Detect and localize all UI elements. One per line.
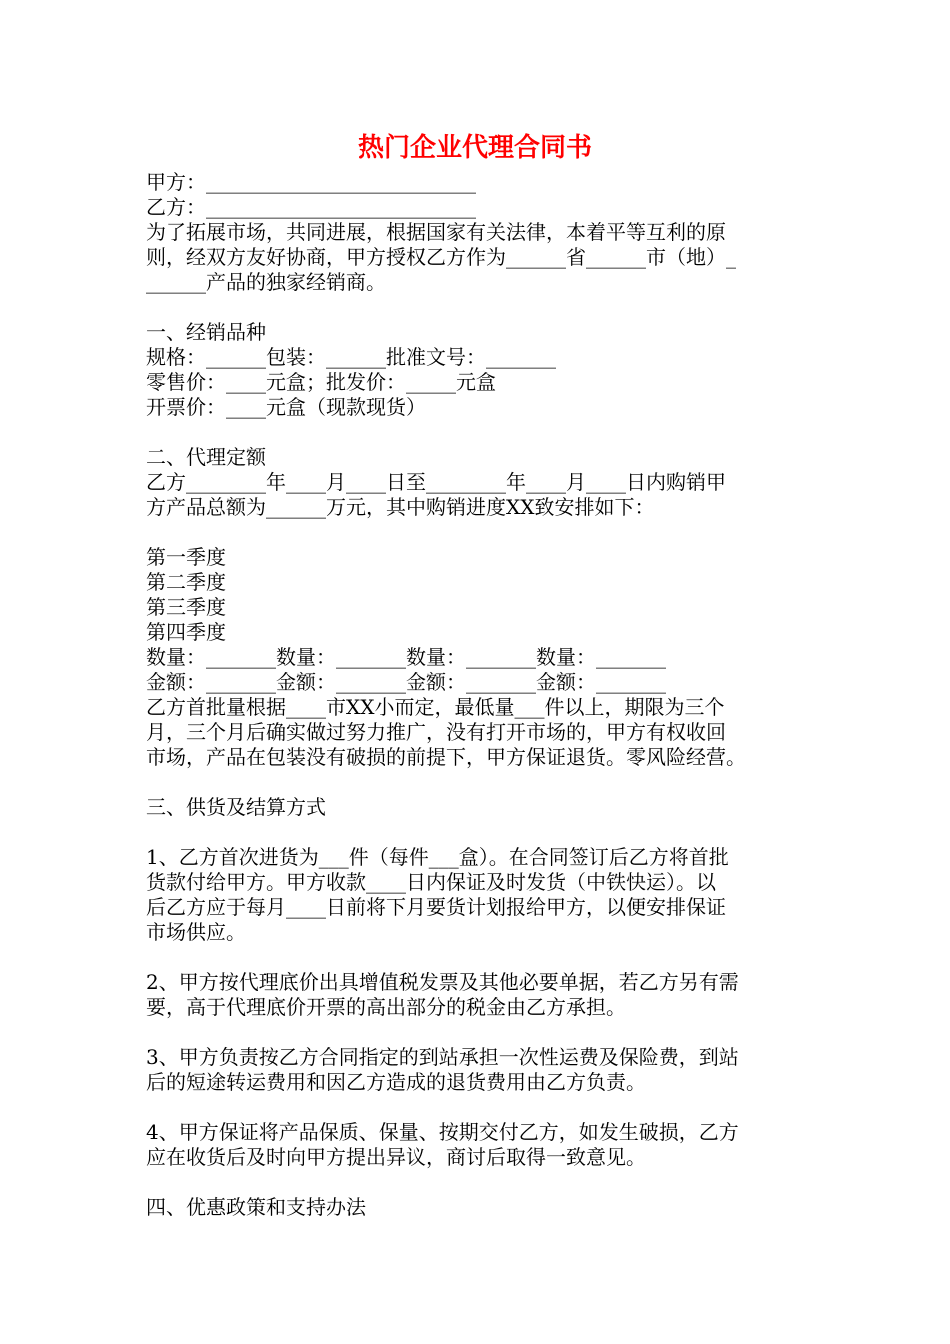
text-line: 乙方________年____月____日至________年____月____日内购销甲	[146, 470, 726, 494]
blank-line	[146, 1020, 811, 1045]
text-line: 数量：_______数量：_______数量：_______数量：_______	[146, 645, 666, 669]
text-line: 2、甲方按代理底价出具增值税发票及其他必要单据，若乙方另有需	[146, 970, 739, 994]
text-line: 则，经双方友好协商，甲方授权乙方作为______省______市（地）_	[146, 245, 736, 269]
text-line: 月，三个月后确实做过努力推广，没有打开市场的，甲方有权收回	[146, 720, 726, 744]
text-line: 金额：_______金额：_______金额：_______金额：_______	[146, 670, 666, 694]
text-line: 1、乙方首次进货为___件（每件___盒）。在合同签订后乙方将首批	[146, 845, 729, 869]
text-line: 三、供货及结算方式	[146, 795, 326, 819]
text-line: 开票价：____元盒（现款现货）	[146, 395, 426, 419]
blank-line	[146, 295, 811, 320]
text-line: 后乙方应于每月____日前将下月要货计划报给甲方，以便安排保证	[146, 895, 726, 919]
text-line: ______产品的独家经销商。	[146, 270, 386, 294]
text-line: 乙方首批量根据____市XX小而定，最低量___件以上，期限为三个	[146, 695, 725, 719]
text-line: 第一季度	[146, 545, 226, 569]
blank-line	[146, 945, 811, 970]
text-line: 第四季度	[146, 620, 226, 644]
text-line: 甲方：___________________________	[146, 170, 476, 194]
text-line: 市场供应。	[146, 920, 246, 944]
text-line: 应在收货后及时向甲方提出异议，商讨后取得一致意见。	[146, 1145, 646, 1169]
text-line: 四、优惠政策和支持办法	[146, 1195, 366, 1219]
text-line: 第三季度	[146, 595, 226, 619]
text-line: 货款付给甲方。甲方收款____日内保证及时发货（中铁快运）。以	[146, 870, 716, 894]
blank-line	[146, 1095, 811, 1120]
text-line: 乙方：___________________________	[146, 195, 476, 219]
text-line: 规格：______包装：______批准文号：_______	[146, 345, 556, 369]
blank-line	[146, 1170, 811, 1195]
text-line: 零售价：____元盒；批发价：_____元盒	[146, 370, 496, 394]
blank-line	[146, 420, 811, 445]
document-title: 热门企业代理合同书	[357, 133, 592, 163]
blank-line	[146, 770, 811, 795]
text-line: 后的短途转运费用和因乙方造成的退货费用由乙方负责。	[146, 1070, 646, 1094]
document-body	[146, 170, 811, 1220]
blank-line	[146, 820, 811, 845]
text-line: 一、经销品种	[146, 320, 266, 344]
blank-line	[146, 520, 811, 545]
text-line: 第二季度	[146, 570, 226, 594]
text-line: 4、甲方保证将产品保质、保量、按期交付乙方，如发生破损，乙方	[146, 1120, 739, 1144]
text-line: 二、代理定额	[146, 445, 266, 469]
text-line: 要，高于代理底价开票的高出部分的税金由乙方承担。	[146, 995, 626, 1019]
text-line: 为了拓展市场，共同进展，根据国家有关法律，本着平等互利的原	[146, 220, 726, 244]
text-line: 方产品总额为______万元，其中购销进度XX致安排如下：	[146, 495, 655, 519]
text-line: 市场，产品在包装没有破损的前提下，甲方保证退货。零风险经营。	[146, 745, 746, 769]
text-line: 3、甲方负责按乙方合同指定的到站承担一次性运费及保险费，到站	[146, 1045, 739, 1069]
